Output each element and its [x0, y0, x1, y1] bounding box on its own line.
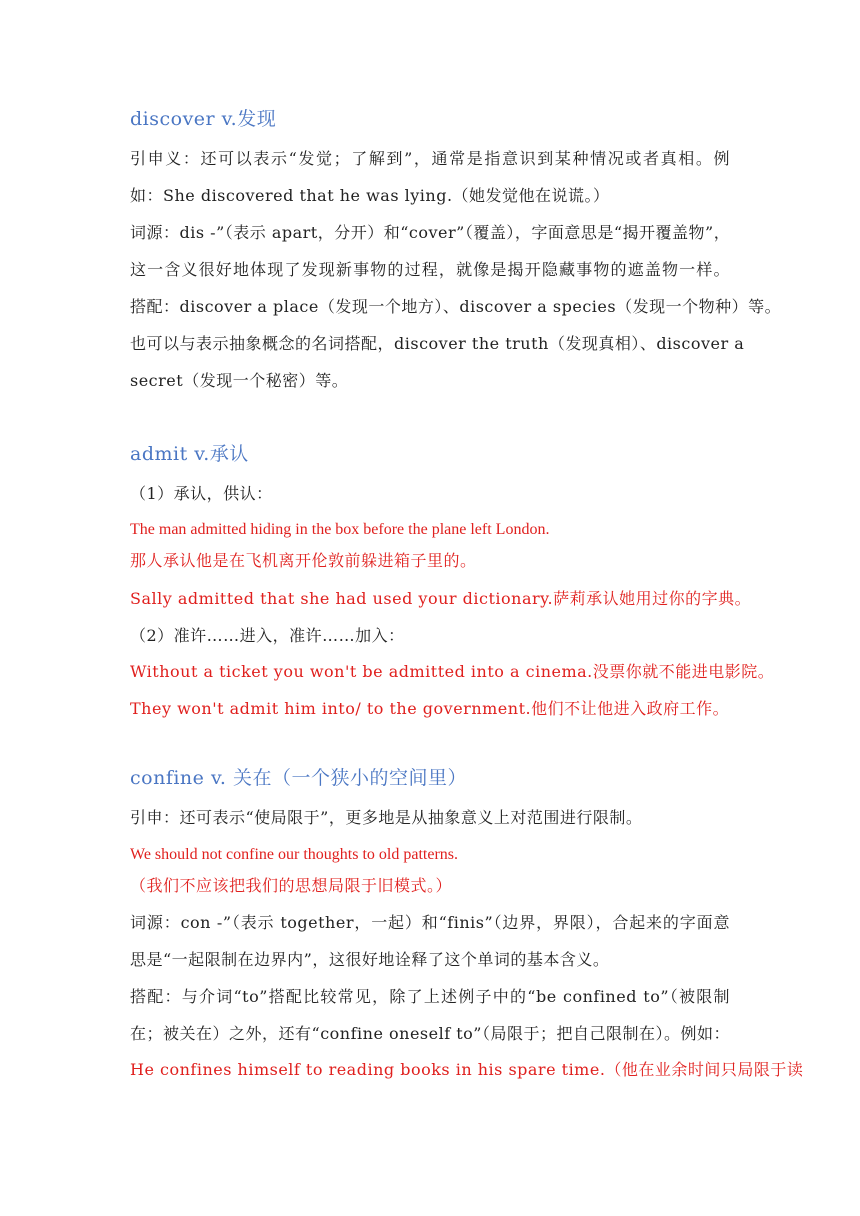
discover-etymology-line-2: 这一含义很好地体现了发现新事物的过程，就像是揭开隐藏事物的遮盖物一样。 [130, 260, 730, 279]
discover-collocation-line-2: 也可以与表示抽象概念的名词搭配，discover the truth（发现真相）、discover a [130, 334, 745, 353]
discover-meaning-line-1: 引申义：还可以表示“发觉；了解到”，通常是指意识到某种情况或者真相。例 [130, 149, 730, 168]
confine-example-cn: （我们不应该把我们的思想局限于旧模式。） [130, 876, 453, 895]
confine-collocation-line-1: 搭配：与介词“to”搭配比较常见，除了上述例子中的“be confined to”（被限制 [130, 987, 730, 1006]
discover-collocation-line-1: 搭配：discover a place（发现一个地方）、discover a species（发现一个物种）等。 [130, 297, 782, 316]
admit-example-1-cn: 那人承认他是在飞机离开伦敦前躲进箱子里的。 [130, 551, 477, 570]
confine-example-2: He confines himself to reading books in his spare time.（他在业余时间只局限于读 [130, 1060, 804, 1079]
admit-example-2: Sally admitted that she had used your dictionary.萨莉承认她用过你的字典。 [130, 589, 752, 608]
admit-example-4: They won't admit him into/ to the government.他们不让他进入政府工作。 [130, 699, 730, 718]
confine-meaning: 引申：还可表示“使局限于”，更多地是从抽象意义上对范围进行限制。 [130, 808, 643, 827]
admit-example-1-en: The man admitted hiding in the box before the plane left London. [130, 521, 550, 538]
discover-collocation-line-3: secret（发现一个秘密）等。 [130, 371, 349, 390]
confine-etymology-line-2: 思是“一起限制在边界内”，这很好地诠释了这个单词的基本含义。 [130, 950, 610, 969]
confine-etymology-line-1: 词源：con -”（表示 together，一起）和“finis”（边界，界限），合起来的字面意 [130, 913, 730, 932]
confine-collocation-line-2: 在；被关在）之外，还有“confine oneself to”（局限于；把自己限制在）。例如： [130, 1024, 730, 1043]
heading-discover: discover v.发现 [130, 108, 277, 130]
discover-etymology-line-1: 词源：dis -”（表示 apart，分开）和“cover”（覆盖），字面意思是“揭开覆盖物”， [130, 223, 731, 242]
confine-example-en: We should not confine our thoughts to old patterns. [130, 846, 458, 863]
admit-sense-2: （2）准许……进入，准许……加入： [130, 626, 405, 645]
heading-confine: confine v. 关在（一个狭小的空间里） [130, 767, 468, 789]
admit-sense-1: （1）承认，供认： [130, 484, 273, 503]
admit-example-3: Without a ticket you won't be admitted into a cinema.没票你就不能进电影院。 [130, 662, 775, 681]
discover-meaning-line-2: 如：She discovered that he was lying.（她发觉他在说谎。） [130, 186, 610, 205]
heading-admit: admit v.承认 [130, 443, 249, 465]
